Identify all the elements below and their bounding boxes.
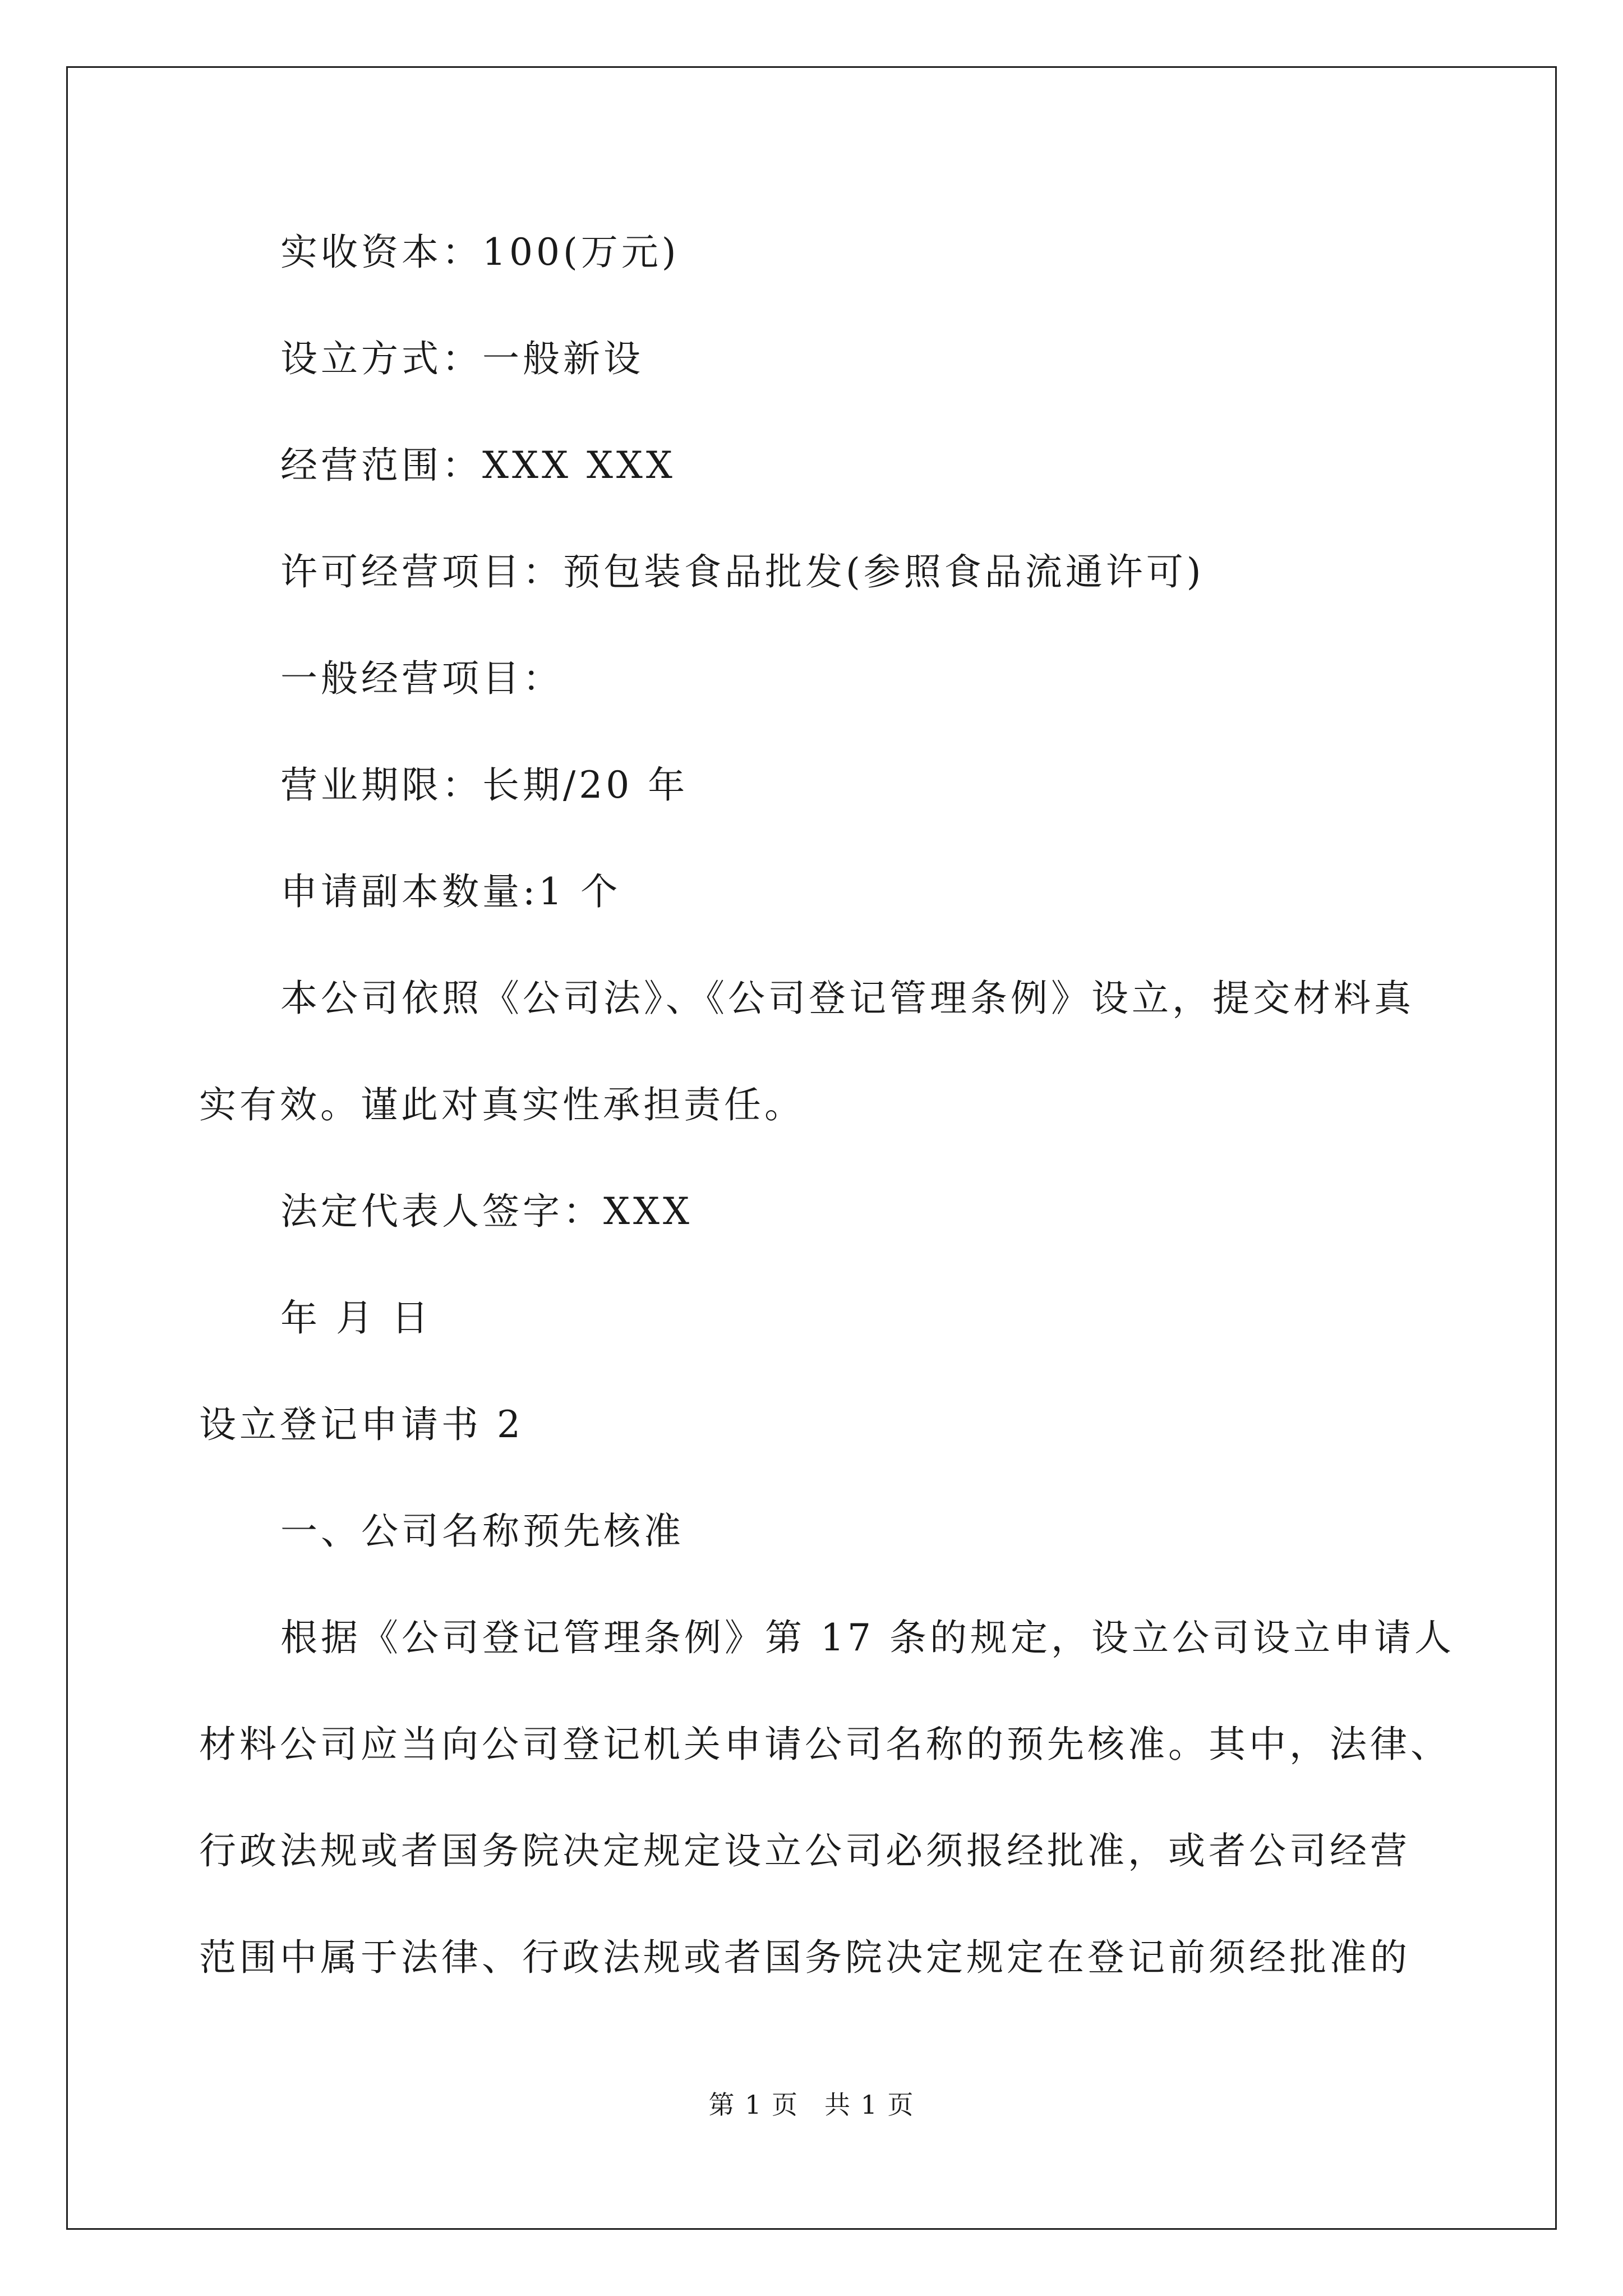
declaration-paragraph-line-2: 实有效。谨此对真实性承担责任。 — [199, 1083, 805, 1126]
general-business-line: 一般经营项目： — [280, 657, 563, 700]
regulation-paragraph-line-2: 材料公司应当向公司登记机关申请公司名称的预先核准。其中，法律、 — [199, 1723, 1451, 1766]
legal-representative-signature-line: 法定代表人签字：XXX — [280, 1190, 693, 1233]
subsection-heading: 一、公司名称预先核准 — [280, 1510, 684, 1553]
section-heading: 设立登记申请书 2 — [199, 1403, 524, 1446]
page-number-current: 第 1 页 — [708, 2090, 799, 2120]
copies-count-line: 申请副本数量:1 个 — [280, 870, 621, 913]
page-footer — [0, 2088, 1623, 2122]
licensed-business-line: 许可经营项目：预包装食品批发(参照食品流通许可) — [280, 550, 1205, 593]
regulation-paragraph-line-4: 范围中属于法律、行政法规或者国务院决定规定在登记前须经批准的 — [199, 1936, 1410, 1979]
regulation-paragraph-line-1: 根据《公司登记管理条例》第 17 条的规定，设立公司设立申请人 — [280, 1616, 1455, 1659]
establishment-method-line: 设立方式：一般新设 — [280, 337, 644, 380]
declaration-paragraph-line-1: 本公司依照《公司法》、《公司登记管理条例》设立，提交材料真 — [280, 977, 1414, 1020]
business-scope-line: 经营范围：XXX XXX — [280, 444, 676, 487]
date-line: 年 月 日 — [280, 1296, 432, 1340]
business-term-line: 营业期限：长期/20 年 — [280, 763, 689, 807]
page-border — [66, 66, 1557, 2230]
paid-in-capital-line: 实收资本：100(万元) — [280, 231, 680, 274]
regulation-paragraph-line-3: 行政法规或者国务院决定规定设立公司必须报经批准，或者公司经营 — [199, 1829, 1410, 1872]
page-number-total: 共 1 页 — [824, 2090, 915, 2120]
